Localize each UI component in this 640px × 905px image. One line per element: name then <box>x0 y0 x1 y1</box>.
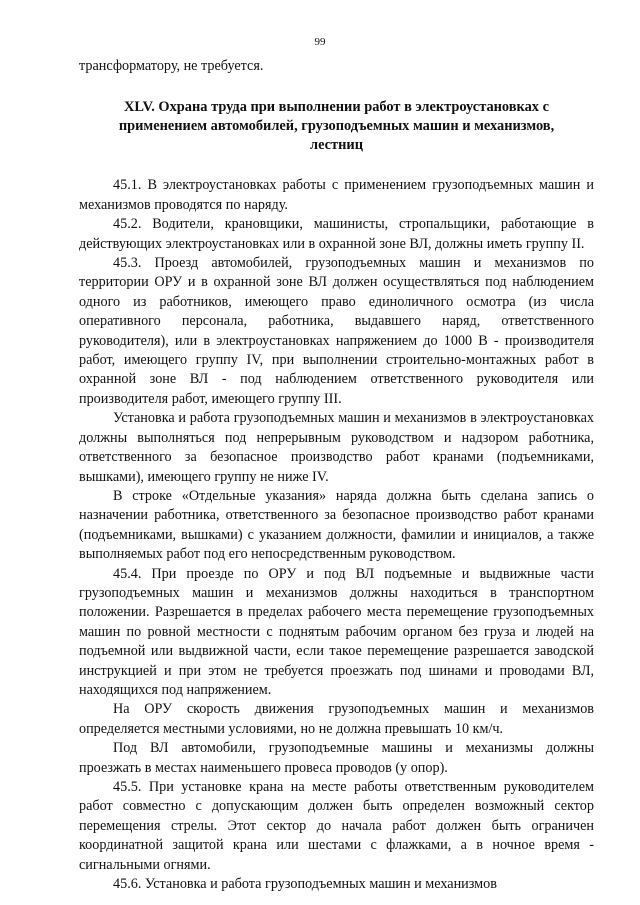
paragraph: В строке «Отдельные указания» наряда должна быть сделана запись о назначении работника, ответственного за безопасное производство работ кранами (подъемниками, вышками) с указанием должности, фамилии и инициалов, а также выполняемых работ под его непосредственным руководством. <box>79 487 594 563</box>
page-number: 99 <box>314 36 326 48</box>
paragraph-45-4: 45.4. При проезде по ОРУ и под ВЛ подъемные и выдвижные части грузоподъемных машин и механизмов должны находиться в транспортном положении. Разрешается в пределах рабочего места перемещение грузоподъемных машин по ровной местности с поднятым рабочим органом без груза и людей на подъемной или выдвижной части, если такое перемещение разрешается заводской инструкцией и при этом не требуется проезжать под шинами и проводами ВЛ, находящихся под напряжением. <box>79 565 594 698</box>
section-heading-line: применением автомобилей, грузоподъемных машин и механизмов, <box>118 118 555 135</box>
paragraph-45-6: 45.6. Установка и работа грузоподъемных машин и механизмов <box>113 876 497 893</box>
paragraph-45-3: 45.3. Проезд автомобилей, грузоподъемных машин и механизмов по территории ОРУ и в охранной зоне ВЛ должен осуществляться под наблюдением одного из работников, имеющего право единоличного осмотра (из числа оперативного персонала, работника, выдавшего наряд, ответственного руководителя), или в электроустановках напряжением до 1000 В - производителя работ, имеющего группу IV, при выполнении строительно-монтажных работ в охранной зоне ВЛ - под наблюдением ответственного руководителя или производителя работ, имеющего группу III. <box>79 255 594 407</box>
paragraph-45-1: 45.1. В электроустановках работы с применением грузоподъемных машин и механизмов проводятся по наряду. <box>79 177 594 213</box>
paragraph-45-5: 45.5. При установке крана на месте работы ответственным руководителем работ совместно с допускающим должен быть определен возможный сектор перемещения стрелы. Этот сектор до начала работ должен быть ограничен координатной защитой крана или шестами с флажками, а в ночное время - сигнальными огнями. <box>79 779 594 873</box>
section-heading <box>79 98 594 155</box>
section-heading-line: лестниц <box>310 137 363 154</box>
page-body <box>79 57 594 894</box>
lead-text: трансформатору, не требуется. <box>79 58 264 74</box>
paragraph: На ОРУ скорость движения грузоподъемных машин и механизмов определяется местными условиями, но не должна превышать 10 км/ч. <box>79 701 594 737</box>
paragraph: Установка и работа грузоподъемных машин и механизмов в электроустановках должны выполняться под непрерывным руководством и надзором работника, ответственного за безопасное производство работ кранами (подъемниками, вышками), имеющего группу не ниже IV. <box>79 410 594 485</box>
section-heading-line: XLV. Охрана труда при выполнении работ в электроустановках с <box>124 99 549 116</box>
paragraph-45-2: 45.2. Водители, крановщики, машинисты, стропальщики, работающие в действующих электроустановках или в охранной зоне ВЛ, должны иметь группу II. <box>79 216 594 252</box>
paragraph: Под ВЛ автомобили, грузоподъемные машины и механизмы должны проезжать в местах наименьшего провеса проводов (у опор). <box>79 740 594 776</box>
